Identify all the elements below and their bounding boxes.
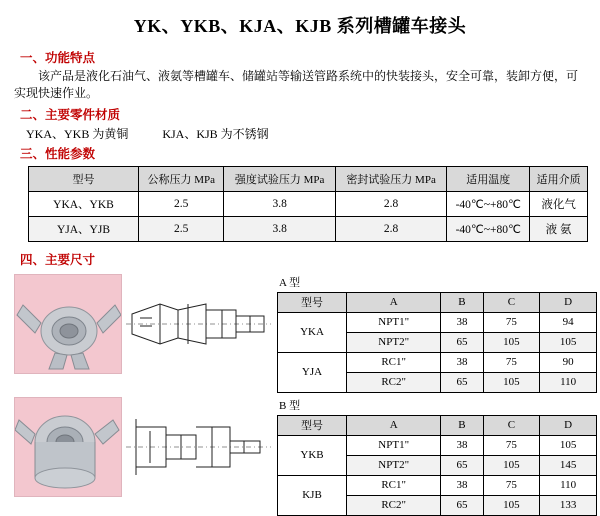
cell-a: NPT2" [347, 332, 441, 352]
cell-b: 65 [441, 332, 483, 352]
cell-seal-test: 2.8 [335, 191, 446, 216]
cell-d: 110 [540, 372, 597, 392]
col-header-seal-test: 密封试验压力 MPa [335, 166, 446, 191]
col-header-a: A [347, 415, 441, 435]
performance-table [28, 166, 588, 242]
drawing-a-graphic [126, 274, 271, 374]
cell-medium: 液化气 [530, 191, 588, 216]
cell-d: 90 [540, 352, 597, 372]
cell-c: 105 [483, 455, 540, 475]
dimension-group-a [14, 274, 586, 393]
cell-b: 38 [441, 312, 483, 332]
table-header-row [278, 415, 597, 435]
cell-d: 94 [540, 312, 597, 332]
cell-b: 38 [441, 475, 483, 495]
cell-c: 75 [483, 475, 540, 495]
cell-d: 105 [540, 435, 597, 455]
cell-b: 65 [441, 455, 483, 475]
cell-c: 75 [483, 312, 540, 332]
cell-c: 75 [483, 435, 540, 455]
table-row [278, 435, 597, 455]
col-header-nominal-pressure: 公称压力 MPa [139, 166, 224, 191]
cell-d: 145 [540, 455, 597, 475]
cell-seal-test: 2.8 [335, 216, 446, 241]
table-row [278, 475, 597, 495]
dimension-group-b [14, 397, 586, 516]
col-header-model: 型号 [278, 415, 347, 435]
cell-strength-test: 3.8 [224, 216, 335, 241]
cell-a: RC1" [347, 352, 441, 372]
cell-c: 105 [483, 495, 540, 515]
cell-model: KJB [278, 475, 347, 515]
material-left: YKA、YKB 为黄铜 [26, 126, 129, 141]
cell-c: 105 [483, 332, 540, 352]
section-heading-material: 二、主要零件材质 [20, 107, 121, 122]
col-header-c: C [483, 292, 540, 312]
technical-drawing-b [126, 397, 271, 497]
cell-medium: 液 氨 [530, 216, 588, 241]
cell-a: RC2" [347, 495, 441, 515]
cell-d: 133 [540, 495, 597, 515]
col-header-c: C [483, 415, 540, 435]
cell-strength-test: 3.8 [224, 191, 335, 216]
cell-model: YJA、YJB [29, 216, 139, 241]
section-heading-performance: 三、性能参数 [20, 146, 96, 161]
type-label-b: B 型 [279, 399, 301, 412]
col-header-model: 型号 [29, 166, 139, 191]
dimension-table-b [277, 415, 597, 516]
cell-model: YJA [278, 352, 347, 392]
cell-d: 110 [540, 475, 597, 495]
dimensions-section [14, 274, 586, 516]
section-heading-features: 一、功能特点 [20, 51, 96, 65]
table-header-row [29, 166, 588, 191]
cell-b: 65 [441, 372, 483, 392]
cell-b: 65 [441, 495, 483, 515]
page-title: YK、YKB、KJA、KJB 系列槽罐车接头 [133, 16, 467, 36]
col-header-medium: 适用介质 [530, 166, 588, 191]
product-photo-a [14, 274, 122, 374]
cell-nominal-pressure: 2.5 [139, 216, 224, 241]
coupling-photo-a-graphic [15, 275, 122, 374]
cell-b: 38 [441, 352, 483, 372]
col-header-b: B [441, 292, 483, 312]
section-heading-dimensions: 四、主要尺寸 [20, 252, 96, 267]
dimension-table-a-wrap [277, 274, 597, 393]
cell-model: YKA [278, 312, 347, 352]
features-body: 该产品是液化石油气、液氨等槽罐车、储罐站等输送管路系统中的快装接头，安全可靠，装卸方便，可实现快速作业。 [14, 69, 579, 101]
col-header-strength-test: 强度试验压力 MPa [224, 166, 335, 191]
col-header-b: B [441, 415, 483, 435]
cell-a: NPT1" [347, 435, 441, 455]
cell-model: YKA、YKB [29, 191, 139, 216]
cell-a: NPT1" [347, 312, 441, 332]
table-row [29, 216, 588, 241]
cell-c: 105 [483, 372, 540, 392]
technical-drawing-a [126, 274, 271, 374]
cell-c: 75 [483, 352, 540, 372]
table-row [278, 312, 597, 332]
col-header-model: 型号 [278, 292, 347, 312]
cell-a: RC1" [347, 475, 441, 495]
dimension-table-a [277, 292, 597, 393]
cell-nominal-pressure: 2.5 [139, 191, 224, 216]
dimension-table-b-wrap [277, 397, 597, 516]
cell-b: 38 [441, 435, 483, 455]
col-header-a: A [347, 292, 441, 312]
product-photo-b [14, 397, 122, 497]
material-right: KJA、KJB 为不锈钢 [162, 126, 269, 141]
cell-d: 105 [540, 332, 597, 352]
table-row [278, 352, 597, 372]
cell-model: YKB [278, 435, 347, 475]
cell-temperature: -40℃~+80℃ [447, 216, 530, 241]
col-header-temperature: 适用温度 [447, 166, 530, 191]
table-row [29, 191, 588, 216]
material-line [14, 125, 586, 142]
cell-a: NPT2" [347, 455, 441, 475]
type-label-a: A 型 [279, 276, 301, 289]
col-header-d: D [540, 415, 597, 435]
coupling-photo-b-graphic [15, 398, 122, 497]
drawing-b-graphic [126, 397, 271, 497]
col-header-d: D [540, 292, 597, 312]
cell-a: RC2" [347, 372, 441, 392]
cell-temperature: -40℃~+80℃ [447, 191, 530, 216]
table-header-row [278, 292, 597, 312]
